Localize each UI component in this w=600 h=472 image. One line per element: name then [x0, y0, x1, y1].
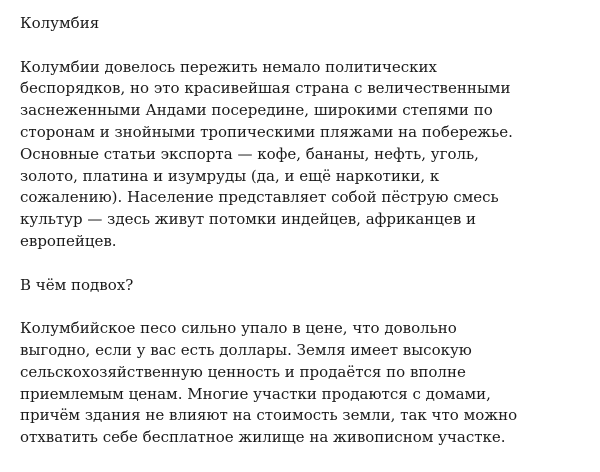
section-title-catch: В чём подвох? — [20, 275, 134, 294]
paragraph-gap — [20, 35, 592, 57]
paragraph-gap — [20, 253, 592, 275]
text-line: золото, платина и изумруды (да, и ещё наркотики, к — [20, 166, 440, 185]
text-line: заснеженными Андами посередине, широкими степями по — [20, 101, 493, 120]
text-line: сельскохозяйственную ценность и продаётся по вполне — [20, 362, 466, 381]
text-line: Колумбии довелось пережить немало политических — [20, 57, 438, 76]
text-line: приемлемым ценам. Многие участки продаются с домами, — [20, 384, 491, 403]
text-line: сторонам и знойными тропическими пляжами на побережье. — [20, 122, 513, 141]
section-title-colombia: Колумбия — [20, 14, 100, 32]
text-line: европейцев. — [20, 231, 117, 250]
text-line: отхватить себе бесплатное жилище на живописном участке. — [20, 428, 506, 447]
text-line: культур — здесь живут потомки индейцев, африканцев и — [20, 210, 477, 229]
paragraph-gap — [20, 296, 592, 318]
paragraph-colombia-description — [20, 57, 592, 253]
text-line: беспорядков, но это красивейшая страна с величественными — [20, 79, 511, 98]
text-line: сожалению). Население представляет собой пёструю смесь — [20, 188, 499, 207]
text-line: Колумбийское песо сильно упало в цене, что довольно — [20, 319, 457, 338]
article — [20, 13, 592, 449]
text-line: Основные статьи экспорта — кофе, бананы, нефть, уголь, — [20, 144, 479, 163]
text-line: выгодно, если у вас есть доллары. Земля имеет высокую — [20, 340, 472, 359]
paragraph-catch-description — [20, 318, 592, 449]
text-line: причём здания не влияют на стоимость земли, так что можно — [20, 406, 518, 425]
